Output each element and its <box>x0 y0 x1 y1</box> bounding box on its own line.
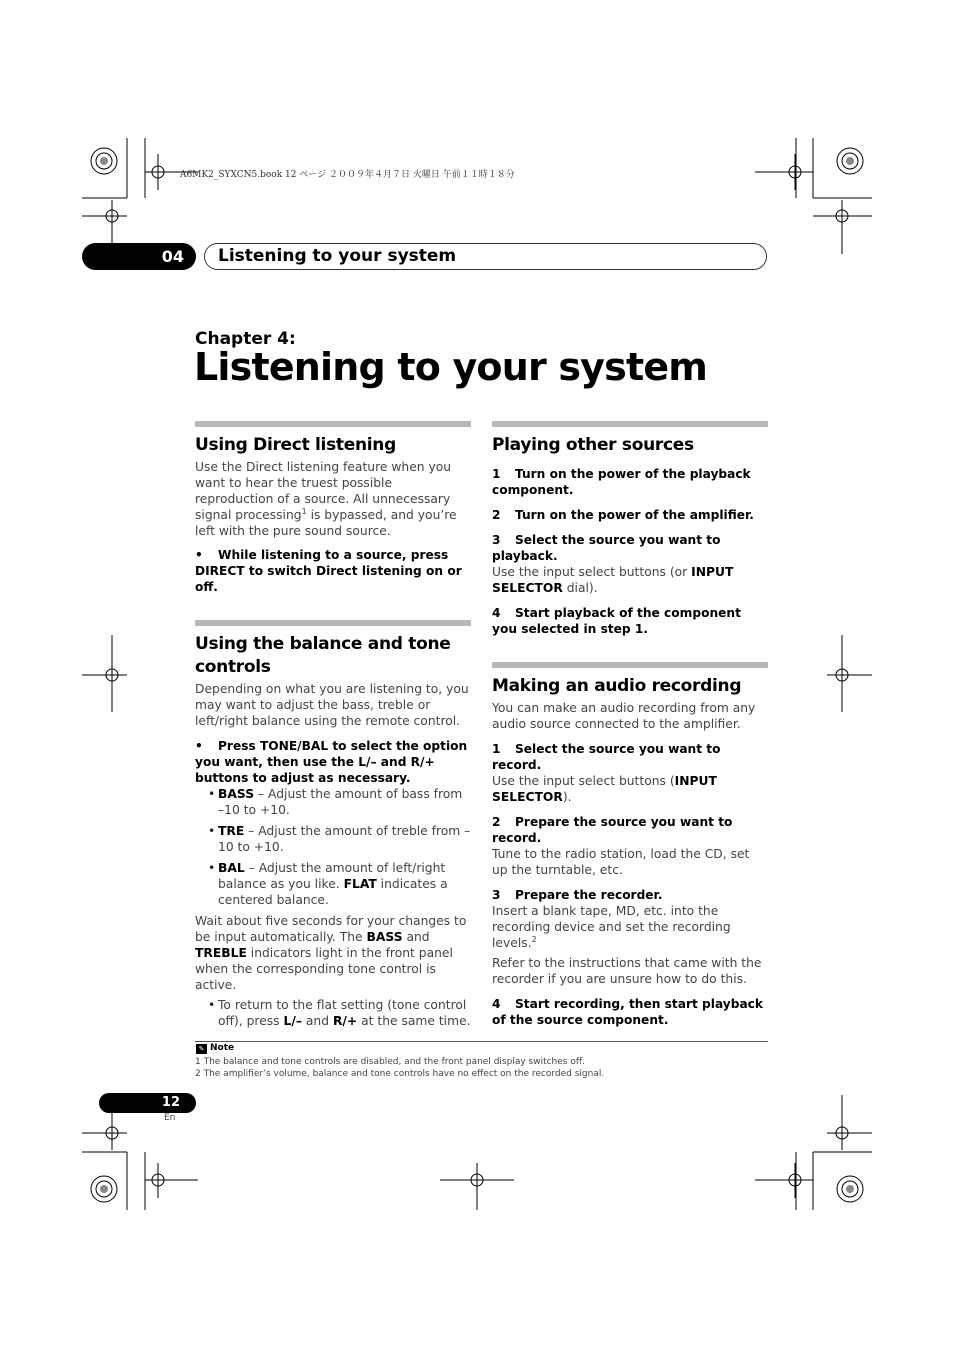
note-divider <box>195 1041 768 1042</box>
section-title: Using Direct listening <box>195 435 396 455</box>
left-column <box>195 421 471 1034</box>
step-2-detail: Tune to the radio station, load the CD, set up the turntable, etc. <box>492 847 750 877</box>
section-playing <box>492 421 768 637</box>
section-intro: Use the Direct listening feature when you want to hear the truest possible reproduction of a source. All unnecessary signal processing$^1$ is bypassed, and you’re left with the pure sound source. <box>195 460 457 538</box>
step-2: 2 Turn on the power of the amplifier. <box>492 508 754 522</box>
section-title: Playing other sources <box>492 435 694 455</box>
step-1: 1 Turn on the power of the playback component. <box>492 467 751 497</box>
list-item: • BASS – Adjust the amount of bass from –10 to +10. <box>218 786 471 818</box>
pencil-icon: ✎ <box>196 1044 207 1054</box>
step-3-extra: Refer to the instructions that came with the recorder if you are unsure how to do this. <box>492 956 762 986</box>
page-number: 12 <box>99 1093 196 1113</box>
list-item: • BAL – Adjust the amount of left/right balance as you like. FLAT indicates a centered balance. <box>218 860 471 908</box>
footnote-2: 2 The amplifier’s volume, balance and tone controls have no effect on the recorded signal. <box>195 1069 605 1079</box>
right-column <box>492 421 768 1028</box>
step-2: 2 Prepare the source you want to record. <box>492 815 733 845</box>
section-title: Making an audio recording <box>492 676 742 696</box>
section-rule <box>195 421 471 427</box>
section-rule <box>492 421 768 427</box>
instruction-bullet: • Press TONE/BAL to select the option you want, then use the L/– and R/+ buttons to adjust as necessary. <box>195 739 468 785</box>
page-language: En <box>164 1113 176 1123</box>
chapter-number-tab: 04 <box>82 243 196 270</box>
chapter-label: Chapter 4: <box>195 329 296 349</box>
section-recording <box>492 662 768 1028</box>
step-1: 1 Select the source you want to record. <box>492 742 721 772</box>
footnote-ref: 2 <box>531 934 537 944</box>
list-item: • To return to the flat setting (tone control off), press L/– and R/+ at the same time. <box>218 997 471 1029</box>
step-3-detail: Insert a blank tape, MD, etc. into the recording device and set the recording levels.$^2$ <box>492 904 731 950</box>
tone-options-list <box>195 786 471 908</box>
section-intro: Depending on what you are listening to, you may want to adjust the bass, treble or left/right balance using the remote control. <box>195 682 469 728</box>
section-direct <box>195 421 471 595</box>
footnote-ref: 1 <box>301 506 307 516</box>
step-4: 4 Start recording, then start playback of the source component. <box>492 997 764 1027</box>
list-item: • TRE – Adjust the amount of treble from –10 to +10. <box>218 823 471 855</box>
flat-tip-list <box>195 997 471 1029</box>
step-4: 4 Start playback of the component you selected in step 1. <box>492 606 741 636</box>
section-title: Using the balance and tone controls <box>195 634 451 677</box>
section-intro: You can make an audio recording from any audio source connected to the amplifier. <box>492 701 756 731</box>
step-3: 3 Prepare the recorder. <box>492 888 663 902</box>
wait-paragraph: Wait about five seconds for your changes to be input automatically. The BASS and TREBLE indicators light in the front panel when the corresponding tone control is active. <box>195 914 467 992</box>
step-1-detail: Use the input select buttons (INPUT SELECTOR). <box>492 774 717 804</box>
footnote-1: 1 The balance and tone controls are disabled, and the front panel display switches off. <box>195 1057 585 1067</box>
chapter-title: Listening to your system <box>194 345 708 389</box>
section-rule <box>492 662 768 668</box>
note-heading: ✎ Note <box>196 1043 234 1054</box>
instruction-bullet: • While listening to a source, press DIRECT to switch Direct listening on or off. <box>195 548 462 594</box>
step-3-detail: Use the input select buttons (or INPUT SELECTOR dial). <box>492 565 734 595</box>
printer-slug: A6MK2_SYXCN5.book 12 ページ ２００９年４月７日 火曜日 午前１１時１８分 <box>180 170 515 180</box>
section-rule <box>195 620 471 626</box>
step-3: 3 Select the source you want to playback. <box>492 533 721 563</box>
running-header: Listening to your system <box>204 243 767 270</box>
section-balance <box>195 620 471 1029</box>
